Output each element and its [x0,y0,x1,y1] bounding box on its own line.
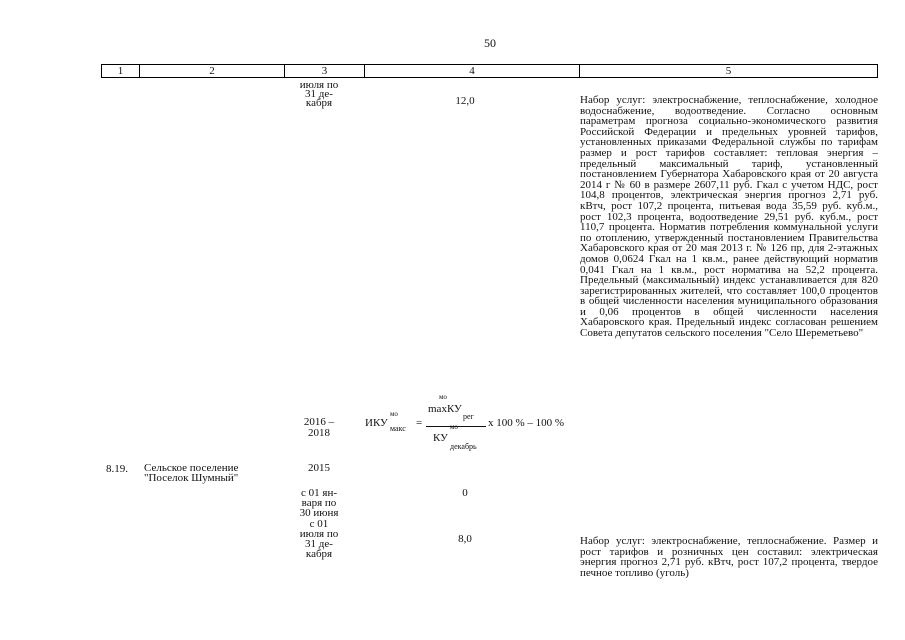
header-col-1: 1 [102,65,140,77]
row-number: 8.19. [106,463,128,475]
value-cell-b: 8,0 [458,533,472,545]
formula-lhs: ИКУ [365,417,388,429]
formula-tail: х 100 % – 100 % [488,417,565,429]
table-header-row [101,64,878,78]
header-col-2: 2 [140,65,285,77]
settlement-name: Сельское поселение "Поселок Шумный" [144,462,239,484]
value-cell-a: 0 [462,487,468,499]
formula-den-sub: декабрь [450,442,477,451]
period-cell: июля по 31 де- кабря [299,79,339,109]
period-cell-b: с 01 июля по 31 де- кабря [299,518,339,560]
formula-period-cell: 2016 – 2018 [303,416,335,439]
formula-equals: = [416,417,423,429]
header-col-4: 4 [365,65,580,77]
formula-lhs-sub: макс [390,424,406,433]
formula-den-sup: мо [450,423,458,431]
formula-num-sub: рег [463,412,474,421]
description-cell-b: Набор услуг: электроснабжение, теплоснабжение. Размер и рост тарифов и розничных цен составил: электрическая энергия прогноз 2,71 руб. кВтч, рост 107,2 процента, твердое печное топливо (уголь) [580,535,878,579]
formula-numerator: maxКУ [428,403,462,415]
value-cell: 12,0 [455,95,475,107]
year-cell: 2015 [308,462,330,474]
formula-denominator: КУ [433,432,448,444]
page-number: 50 [484,36,496,50]
period-cell-a: с 01 ян- варя по 30 июня [299,487,339,519]
formula [360,393,580,453]
header-col-5: 5 [725,65,732,77]
description-cell: Набор услуг: электроснабжение, теплоснабжение, холодное водоснабжение, водоотведение. Согласно основным параметрам прогноза социально-экономического развития Российской Федерации и предельных уровней тарифов, установленных приказами Федеральной службы по тарифам размер и рост тарифов составляет: тепловая энергия – предельный максимальный тариф, установленный постановлением Губернатора Хабаровского края от 20 августа 2014 г № 60 в размере 2607,11 руб. Гкал с учетом НДС, рост 104,8 процентов, электрическая энергия прогноз 2,71 руб. кВтч, рост 107,2 процента, питьевая вода 35,59 руб. куб.м., рост 102,3 процента, водоотведение 29,51 руб. куб.м., рост 110,7 процента. Норматив потребления коммунальной услуги по отоплению, утвержденный постановлением Правительства Хабаровского края от 20 мая 2013 г. № 126 пр, для 2-этажных домов 0,0624 Гкал на 1 кв.м., ранее действующий норматив 0,041 Гкал на 1 кв.м., рост норматива на 52,2 процента. Предельный (максимальный) индекс устанавливается для 820 зарегистрированных жителей, что составляет 100,0 процентов в общей численности населения муниципального образования и 0,06 процентов в общей численности населения Хабаровского края. Предельный индекс согласован решением Совета депутатов сельского поселения "Село Шереметьево" [580,94,878,340]
formula-num-sup: мо [439,393,447,401]
formula-lhs-sup: мо [390,410,398,418]
header-col-3: 3 [285,65,365,77]
